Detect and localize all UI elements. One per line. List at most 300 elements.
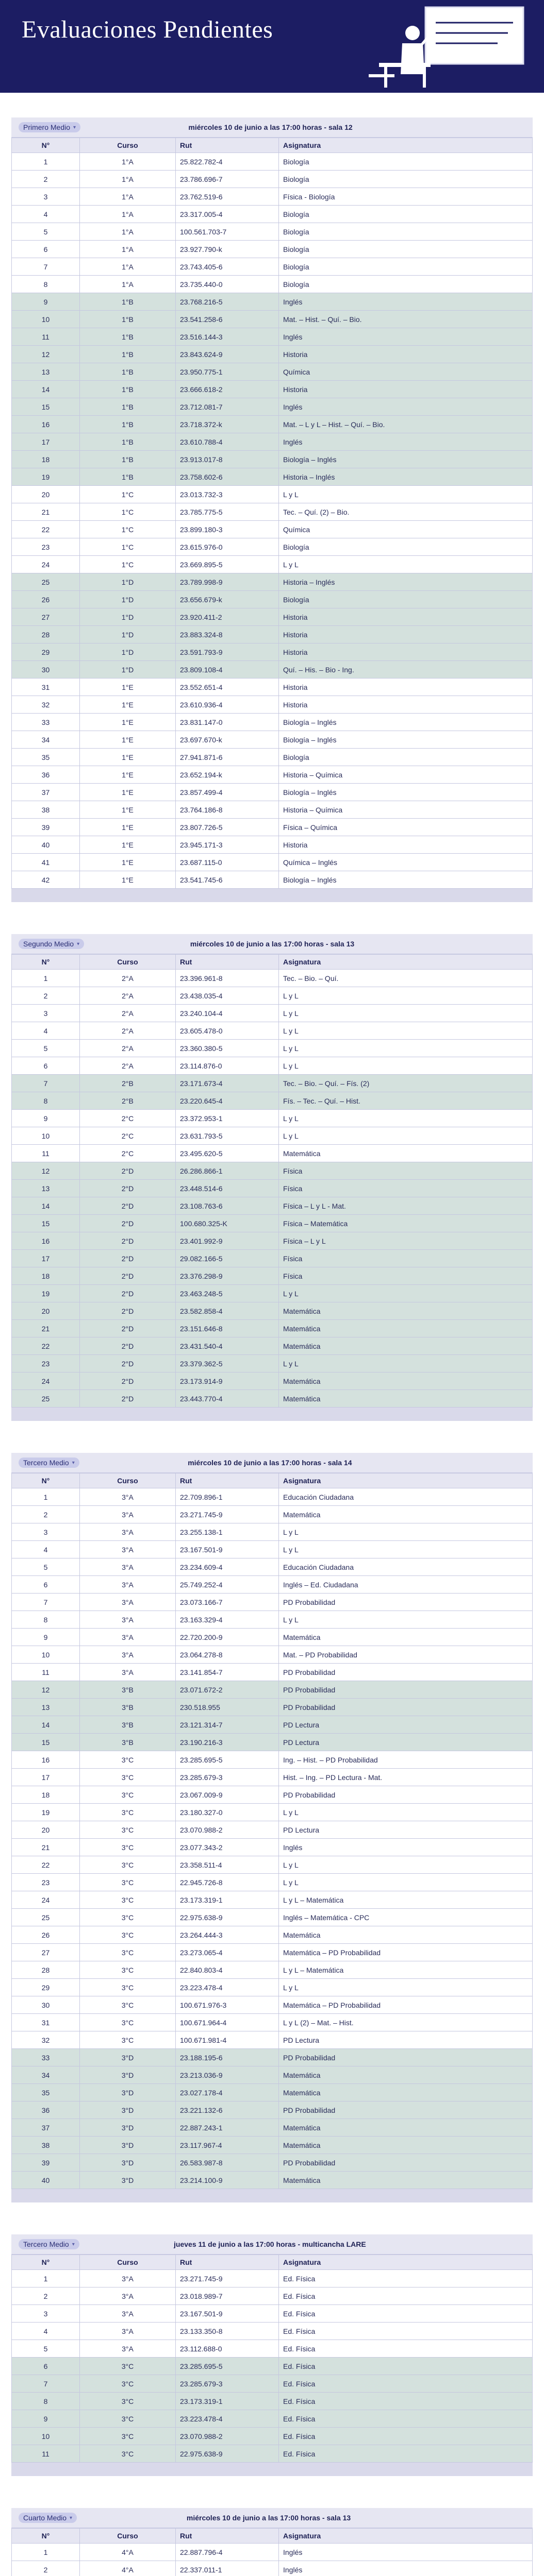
table-row [12,2323,533,2340]
cell-course: 2°D [80,1180,176,1197]
cell-course: 1°D [80,661,176,679]
cell-number: 19 [12,1804,80,1821]
cell-course: 1°D [80,626,176,643]
cell-rut: 23.180.327-0 [176,1804,279,1821]
cell-rut: 23.401.992-9 [176,1232,279,1250]
cell-subject: PD Lectura [279,1716,533,1734]
cell-number: 27 [12,608,80,626]
table-row [12,819,533,836]
cell-subject: Historia [279,346,533,363]
cell-rut: 23.743.405-6 [176,258,279,276]
table-row [12,2287,533,2305]
cell-rut: 23.582.858-4 [176,1302,279,1320]
cell-rut: 23.809.108-4 [176,661,279,679]
table-row [12,1786,533,1804]
cell-course: 3°D [80,2084,176,2102]
cell-number: 23 [12,1874,80,1891]
cell-course: 3°C [80,1786,176,1804]
column-header-curso: Curso [80,138,176,153]
table-row [12,1390,533,1408]
cell-rut: 23.117.967-4 [176,2137,279,2154]
table-row [12,1232,533,1250]
cell-course: 3°D [80,2154,176,2172]
cell-number: 38 [12,2137,80,2154]
cell-course: 2°D [80,1215,176,1232]
cell-course: 1°E [80,696,176,714]
table-row [12,1197,533,1215]
cell-course: 3°C [80,1961,176,1979]
table-row [12,398,533,416]
section-footer [11,889,533,902]
table-row [12,801,533,819]
cell-rut: 23.697.670-k [176,731,279,749]
cell-number: 13 [12,1699,80,1716]
cell-course: 3°C [80,2410,176,2428]
column-header-asignatura: Asignatura [279,2255,533,2270]
table-row [12,2375,533,2393]
table-row [12,153,533,171]
cell-course: 3°A [80,1488,176,1506]
cell-subject: Física – Matemática [279,1215,533,1232]
cell-rut: 23.883.324-8 [176,626,279,643]
cell-number: 21 [12,1839,80,1856]
table-row [12,241,533,258]
cell-subject: L y L [279,486,533,503]
cell-course: 3°C [80,2393,176,2410]
cell-rut: 23.064.278-8 [176,1646,279,1664]
cell-rut: 23.857.499-4 [176,784,279,801]
cell-rut: 23.762.519-6 [176,188,279,206]
cell-subject: Historia [279,836,533,854]
cell-subject: Historia [279,608,533,626]
column-header-rut: Rut [176,1473,279,1488]
cell-number: 5 [12,1558,80,1576]
cell-subject: Ing. – Hist. – PD Probabilidad [279,1751,533,1769]
cell-subject: Matemática – PD Probabilidad [279,1996,533,2014]
cell-course: 1°E [80,749,176,766]
section-header [11,1453,533,1473]
table-row [12,714,533,731]
cell-number: 6 [12,241,80,258]
table-row [12,591,533,608]
table-row [12,1681,533,1699]
level-dropdown[interactable] [19,939,84,949]
cell-number: 2 [12,987,80,1005]
cell-rut: 26.286.866-1 [176,1162,279,1180]
level-dropdown[interactable] [19,2239,79,2249]
table-row [12,276,533,293]
cell-rut: 100.680.325-K [176,1215,279,1232]
cell-course: 2°D [80,1302,176,1320]
cell-course: 3°C [80,2375,176,2393]
cell-rut: 23.615.976-0 [176,538,279,556]
cell-subject: Historia [279,643,533,661]
cell-number: 23 [12,538,80,556]
cell-rut: 23.223.478-4 [176,2410,279,2428]
cell-number: 14 [12,1716,80,1734]
table-row [12,346,533,363]
table-row [12,1022,533,1040]
cell-rut: 23.027.178-4 [176,2084,279,2102]
table-row [12,503,533,521]
cell-course: 3°C [80,1891,176,1909]
cell-course: 1°E [80,819,176,836]
cell-subject: Inglés [279,2544,533,2561]
cell-course: 2°C [80,1110,176,1127]
section-footer [11,2463,533,2476]
table-row [12,696,533,714]
cell-number: 4 [12,1022,80,1040]
cell-subject: Matemática – PD Probabilidad [279,1944,533,1961]
table-row [12,1909,533,1926]
cell-number: 39 [12,819,80,836]
table-row [12,451,533,468]
table-header-row [12,1473,533,1488]
column-header-rut: Rut [176,955,279,970]
table-row [12,1856,533,1874]
cell-rut: 23.285.679-3 [176,2375,279,2393]
table-row [12,987,533,1005]
cell-number: 1 [12,153,80,171]
cell-course: 1°E [80,854,176,871]
cell-subject: Biología [279,276,533,293]
cell-number: 13 [12,363,80,381]
cell-number: 19 [12,468,80,486]
cell-number: 12 [12,1681,80,1699]
table-row [12,1215,533,1232]
cell-subject: Inglés – Ed. Ciudadana [279,1576,533,1594]
table-row [12,1769,533,1786]
cell-rut: 23.018.989-7 [176,2287,279,2305]
table-row [12,1110,533,1127]
table-row [12,1979,533,1996]
table-row [12,1320,533,1337]
cell-subject: Biología – Inglés [279,784,533,801]
level-dropdown[interactable] [19,122,80,132]
cell-number: 32 [12,696,80,714]
table-row [12,679,533,696]
cell-number: 16 [12,416,80,433]
table-row [12,486,533,503]
section-header [11,934,533,954]
section-header [11,2234,533,2255]
level-dropdown[interactable] [19,2513,77,2523]
cell-rut: 23.712.081-7 [176,398,279,416]
cell-subject: Física [279,1250,533,1267]
cell-rut: 23.541.745-6 [176,871,279,889]
table-header-row [12,138,533,153]
evaluation-section [11,2234,533,2476]
cell-number: 10 [12,1646,80,1664]
cell-rut: 23.234.609-4 [176,1558,279,1576]
table-header-row [12,2255,533,2270]
cell-course: 3°B [80,1699,176,1716]
cell-course: 1°B [80,311,176,328]
table-row [12,2445,533,2463]
cell-course: 3°C [80,1874,176,1891]
cell-course: 1°C [80,538,176,556]
cell-number: 31 [12,2014,80,2031]
cell-subject: Ed. Física [279,2270,533,2287]
chevron-down-icon: ▾ [73,124,76,130]
cell-subject: PD Probabilidad [279,1786,533,1804]
cell-rut: 22.945.726-8 [176,1874,279,1891]
table-row [12,2172,533,2189]
cell-subject: Biología – Inglés [279,731,533,749]
cell-course: 1°B [80,451,176,468]
cell-course: 3°C [80,1769,176,1786]
cell-rut: 22.709.896-1 [176,1488,279,1506]
cell-rut: 230.518.955 [176,1699,279,1716]
cell-rut: 23.163.329-4 [176,1611,279,1629]
cell-course: 3°A [80,2305,176,2323]
cell-subject: Matemática [279,1372,533,1390]
cell-course: 4°A [80,2561,176,2576]
cell-number: 30 [12,1996,80,2014]
cell-rut: 23.067.009-9 [176,1786,279,1804]
cell-number: 9 [12,293,80,311]
table-row [12,1664,533,1681]
cell-course: 1°A [80,276,176,293]
cell-rut: 23.285.679-3 [176,1769,279,1786]
cell-number: 19 [12,1285,80,1302]
cell-rut: 23.463.248-5 [176,1285,279,1302]
cell-rut: 23.789.998-9 [176,573,279,591]
table-row [12,363,533,381]
cell-course: 1°B [80,328,176,346]
cell-number: 12 [12,1162,80,1180]
cell-subject: PD Probabilidad [279,1699,533,1716]
table-row [12,1821,533,1839]
cell-subject: Matemática [279,1629,533,1646]
cell-course: 3°D [80,2119,176,2137]
cell-course: 3°A [80,1629,176,1646]
cell-rut: 23.151.646-8 [176,1320,279,1337]
cell-rut: 23.273.065-4 [176,1944,279,1961]
table-row [12,381,533,398]
cell-rut: 23.285.695-5 [176,1751,279,1769]
cell-number: 11 [12,2445,80,2463]
cell-course: 2°D [80,1162,176,1180]
cell-subject: Ed. Física [279,2393,533,2410]
cell-rut: 23.190.216-3 [176,1734,279,1751]
cell-subject: PD Lectura [279,1821,533,1839]
table-row [12,1005,533,1022]
cell-rut: 23.112.688-0 [176,2340,279,2358]
table-row [12,1162,533,1180]
cell-rut: 23.656.679-k [176,591,279,608]
cell-course: 1°C [80,486,176,503]
cell-subject: Biología [279,171,533,188]
cell-number: 2 [12,2561,80,2576]
table-row [12,2358,533,2375]
table-row [12,1057,533,1075]
cell-course: 2°A [80,987,176,1005]
cell-course: 2°D [80,1355,176,1372]
cell-course: 2°D [80,1250,176,1267]
table-row [12,1506,533,1523]
table-row [12,2305,533,2323]
cell-number: 20 [12,486,80,503]
session-title: miércoles 10 de junio a las 17:00 horas - sala 12 [188,123,353,131]
cell-number: 8 [12,1092,80,1110]
cell-course: 2°B [80,1092,176,1110]
cell-rut: 23.448.514-6 [176,1180,279,1197]
cell-course: 2°A [80,1022,176,1040]
cell-subject: Física – L y L - Mat. [279,1197,533,1215]
level-label: Primero Medio [23,123,71,131]
cell-rut: 23.807.726-5 [176,819,279,836]
cell-course: 3°A [80,2270,176,2287]
cell-course: 1°A [80,223,176,241]
cell-rut: 23.843.624-9 [176,346,279,363]
classroom-illustration [364,2,534,90]
cell-subject: Hist. – Ing. – PD Lectura - Mat. [279,1769,533,1786]
cell-number: 24 [12,1891,80,1909]
cell-course: 4°A [80,2544,176,2561]
cell-subject: Matemática [279,1145,533,1162]
cell-course: 2°D [80,1337,176,1355]
cell-course: 3°C [80,1804,176,1821]
cell-subject: L y L [279,1874,533,1891]
cell-rut: 23.610.936-4 [176,696,279,714]
table-row [12,1180,533,1197]
table-row [12,2393,533,2410]
cell-course: 3°A [80,1594,176,1611]
cell-number: 12 [12,346,80,363]
table-header-row [12,2529,533,2544]
cell-rut: 23.831.147-0 [176,714,279,731]
cell-rut: 25.749.252-4 [176,1576,279,1594]
cell-rut: 23.071.672-2 [176,1681,279,1699]
cell-number: 33 [12,2049,80,2066]
cell-course: 1°E [80,784,176,801]
table-row [12,171,533,188]
cell-subject: Biología – Inglés [279,871,533,889]
cell-rut: 23.605.478-0 [176,1022,279,1040]
cell-subject: Biología [279,153,533,171]
cell-subject: Física [279,1162,533,1180]
session-title: miércoles 10 de junio a las 17:00 horas - sala 13 [186,2514,351,2522]
cell-number: 36 [12,2102,80,2119]
page-title: Evaluaciones Pendientes [22,16,273,43]
cell-course: 1°C [80,521,176,538]
cell-subject: Inglés [279,398,533,416]
cell-number: 33 [12,714,80,731]
cell-subject: Biología [279,258,533,276]
cell-subject: Biología [279,538,533,556]
table-row [12,1372,533,1390]
table-row [12,2066,533,2084]
cell-subject: Quí. – His. – Bio - Ing. [279,661,533,679]
table-row [12,749,533,766]
cell-subject: Matemática [279,1320,533,1337]
column-header-curso: Curso [80,955,176,970]
cell-course: 3°A [80,2323,176,2340]
column-header-n: N° [12,2529,80,2544]
cell-course: 1°B [80,468,176,486]
table-row [12,784,533,801]
evaluations-table [11,2255,533,2463]
cell-number: 14 [12,381,80,398]
cell-subject: Matemática [279,1926,533,1944]
cell-rut: 23.264.444-3 [176,1926,279,1944]
cell-rut: 23.013.732-3 [176,486,279,503]
cell-number: 35 [12,2084,80,2102]
cell-number: 6 [12,1576,80,1594]
level-label: Tercero Medio [23,2240,69,2248]
evaluation-section [11,1453,533,2202]
cell-course: 3°C [80,2014,176,2031]
evaluations-table [11,2528,533,2576]
table-row [12,2561,533,2576]
level-dropdown[interactable] [19,1458,79,1468]
cell-number: 1 [12,970,80,987]
cell-subject: PD Probabilidad [279,2102,533,2119]
cell-number: 15 [12,1215,80,1232]
cell-subject: L y L [279,1110,533,1127]
cell-subject: Inglés [279,1839,533,1856]
table-row [12,1250,533,1267]
cell-rut: 27.941.871-6 [176,749,279,766]
cell-rut: 23.431.540-4 [176,1337,279,1355]
level-label: Tercero Medio [23,1459,69,1467]
cell-course: 1°A [80,258,176,276]
cell-number: 38 [12,801,80,819]
chevron-down-icon: ▾ [70,2515,73,2521]
table-row [12,2014,533,2031]
cell-number: 6 [12,2358,80,2375]
cell-number: 29 [12,1979,80,1996]
column-header-rut: Rut [176,2529,279,2544]
cell-subject: Biología [279,206,533,223]
cell-subject: Historia [279,381,533,398]
cell-rut: 26.583.987-8 [176,2154,279,2172]
cell-rut: 23.133.350-8 [176,2323,279,2340]
cell-subject: Ed. Física [279,2428,533,2445]
cell-subject: Inglés [279,433,533,451]
cell-number: 32 [12,2031,80,2049]
table-row [12,731,533,749]
cell-subject: Historia [279,626,533,643]
session-title: miércoles 10 de junio a las 17:00 horas - sala 13 [190,940,355,948]
cell-course: 3°C [80,1839,176,1856]
cell-number: 9 [12,1110,80,1127]
cell-number: 18 [12,1267,80,1285]
cell-course: 2°A [80,1040,176,1057]
cell-rut: 23.121.314-7 [176,1716,279,1734]
cell-number: 40 [12,2172,80,2189]
cell-subject: Ed. Física [279,2410,533,2428]
section-footer [11,1408,533,1421]
cell-course: 1°E [80,871,176,889]
cell-subject: Matemática [279,2066,533,2084]
cell-rut: 23.271.745-9 [176,1506,279,1523]
cell-subject: L y L [279,1611,533,1629]
cell-subject: PD Probabilidad [279,2049,533,2066]
table-row [12,1040,533,1057]
cell-subject: Física [279,1180,533,1197]
cell-rut: 23.376.298-9 [176,1267,279,1285]
cell-subject: Matemática [279,2137,533,2154]
cell-course: 1°E [80,766,176,784]
cell-number: 17 [12,1769,80,1786]
cell-number: 15 [12,1734,80,1751]
table-row [12,1576,533,1594]
cell-number: 7 [12,258,80,276]
cell-course: 3°A [80,1506,176,1523]
cell-rut: 23.552.651-4 [176,679,279,696]
